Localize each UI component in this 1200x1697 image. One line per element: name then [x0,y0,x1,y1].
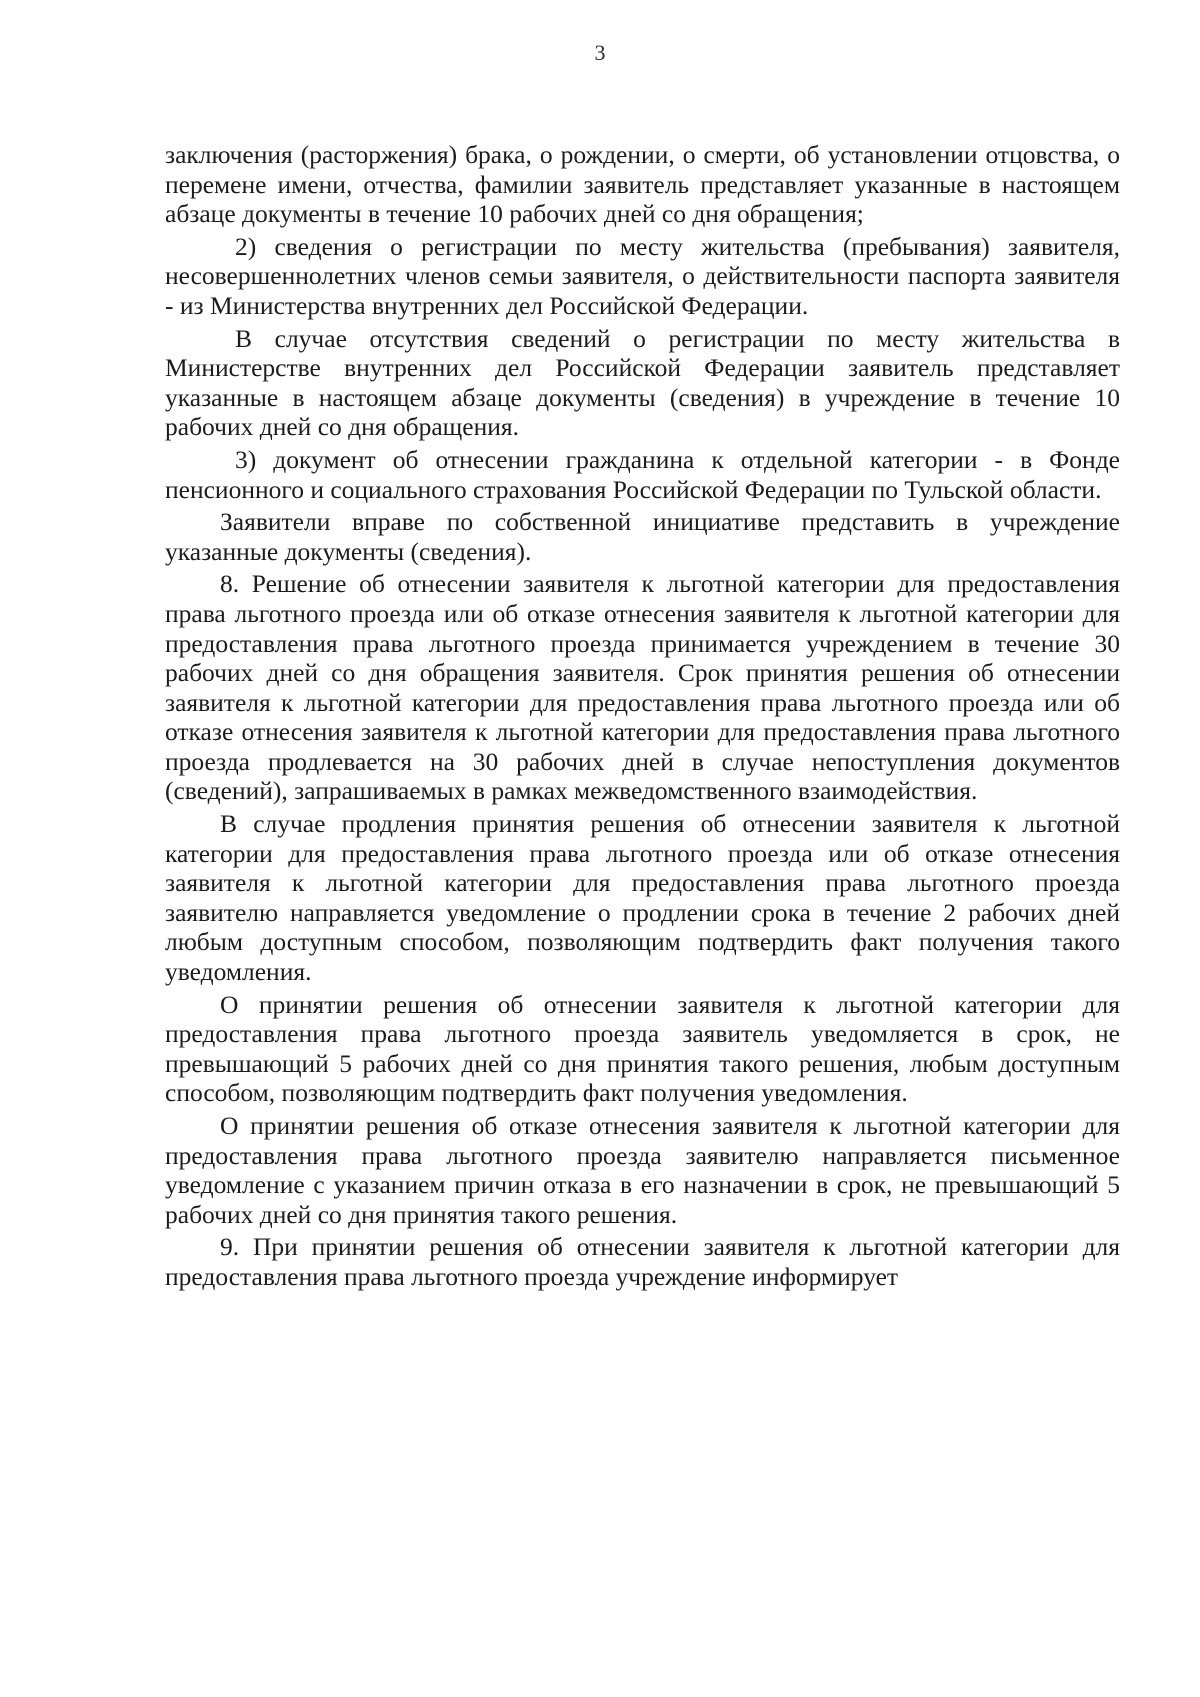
paragraph-7: В случае продления принятия решения об отнесении заявителя к льготной категории для предоставления права льготного проезда или об отказе отнесения заявителя к льготной категории для предоставления права льготного проезда заявителю направляется уведомление о продлении срока в течение 2 рабочих дней любым доступным способом, позволяющим подтвердить факт получения такого уведомления. [165,809,1120,987]
paragraph-2: 2) сведения о регистрации по месту жительства (пребывания) заявителя, несовершеннолетних членов семьи заявителя, о действительности паспорта заявителя - из Министерства внутренних дел Российской Федерации. [165,231,1120,320]
paragraph-5: Заявители вправе по собственной инициативе представить в учреждение указанные документы (сведения). [165,507,1120,566]
paragraph-10: 9. При принятии решения об отнесении заявителя к льготной категории для предоставления права льготного проезда учреждение информирует [165,1232,1120,1291]
paragraph-1: заключения (расторжения) брака, о рождении, о смерти, об установлении отцовства, о перемене имени, отчества, фамилии заявитель представляет указанные в настоящем абзаце документы в течение 10 рабочих дней со дня обращения; [165,140,1120,229]
document-body [165,140,1120,1295]
page-number: 3 [594,40,606,65]
paragraph-3: В случае отсутствия сведений о регистрации по месту жительства в Министерстве внутренних дел Российской Федерации заявитель представляет указанные в настоящем абзаце документы (сведения) в учреждение в течение 10 рабочих дней со дня обращения. [165,323,1120,442]
paragraph-8: О принятии решения об отнесении заявителя к льготной категории для предоставления права льготного проезда заявитель уведомляется в срок, не превышающий 5 рабочих дней со дня принятия такого решения, любым доступным способом, позволяющим подтвердить факт получения уведомления. [165,989,1120,1108]
paragraph-4: 3) документ об отнесении гражданина к отдельной категории - в Фонде пенсионного и социального страхования Российской Федерации по Тульской области. [165,444,1120,504]
paragraph-6: 8. Решение об отнесении заявителя к льготной категории для предоставления права льготного проезда или об отказе отнесения заявителя к льготной категории для предоставления права льготного проезда принимается учреждением в течение 30 рабочих дней со дня обращения заявителя. Срок принятия решения об отнесении заявителя к льготной категории для предоставления права льготного проезда или об отказе отнесения заявителя к льготной категории для предоставления права льготного проезда продлевается на 30 рабочих дней в случае непоступления документов (сведений), запрашиваемых в рамках межведомственного взаимодействия. [165,569,1120,806]
paragraph-9: О принятии решения об отказе отнесения заявителя к льготной категории для предоставления права льготного проезда заявителю направляется письменное уведомление с указанием причин отказа в его назначении в срок, не превышающий 5 рабочих дней со дня принятия такого решения. [165,1111,1120,1229]
